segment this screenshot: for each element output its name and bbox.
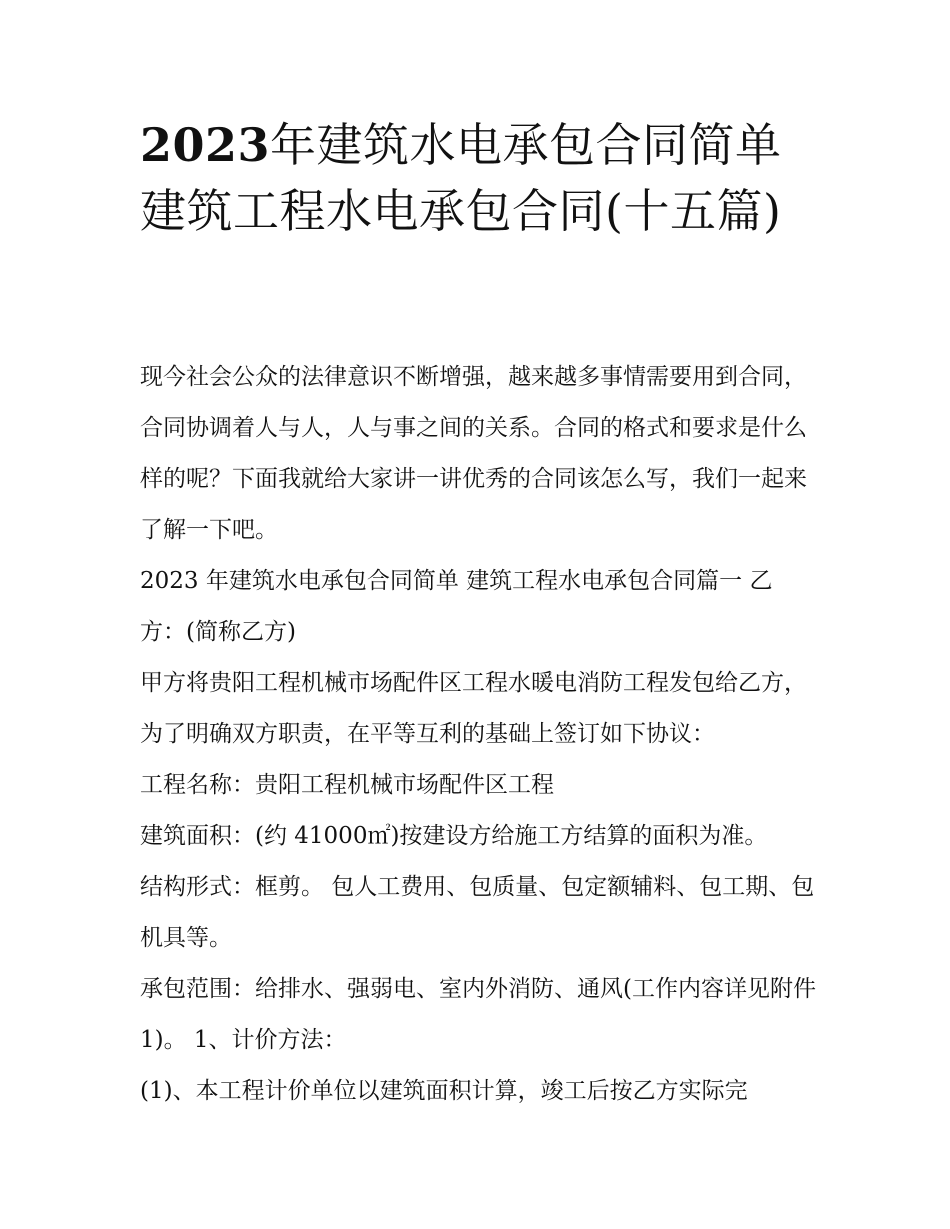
- paragraph-agreement: 甲方将贵阳工程机械市场配件区工程水暖电消防工程发包给乙方，为了明确双方职责，在平等互利的基础上签订如下协议：: [140, 670, 807, 747]
- document-title: [140, 112, 820, 244]
- title-year: 2023: [140, 118, 271, 172]
- paragraph-building-area: 建筑面积：(约 41000㎡)按建设方给施工方结算的面积为准。: [140, 823, 768, 849]
- title-text: 年建筑水电承包合同简单建筑工程水电承包合同(十五篇): [140, 118, 782, 238]
- paragraph-intro: 现今社会公众的法律意识不断增强，越来越多事情需要用到合同，合同协调着人与人，人与事之间的关系。合同的格式和要求是什么样的呢？下面我就给大家讲一讲优秀的合同该怎么写，我们一起来了解一下吧。: [140, 364, 807, 543]
- paragraph-pricing: (1)、本工程计价单位以建筑面积计算，竣工后按乙方实际完: [140, 1078, 748, 1104]
- paragraph-structure: 结构形式：框剪。 包人工费用、包质量、包定额辅料、包工期、包机具等。: [140, 874, 815, 951]
- document-body: [140, 352, 816, 1117]
- paragraph-scope: 承包范围：给排水、强弱电、室内外消防、通风(工作内容详见附件 1)。 1、计价方法：: [140, 976, 816, 1053]
- paragraph-project-name: 工程名称：贵阳工程机械市场配件区工程: [140, 772, 554, 798]
- paragraph-contract-heading: 2023 年建筑水电承包合同简单 建筑工程水电承包合同篇一 乙方：(简称乙方): [140, 568, 773, 645]
